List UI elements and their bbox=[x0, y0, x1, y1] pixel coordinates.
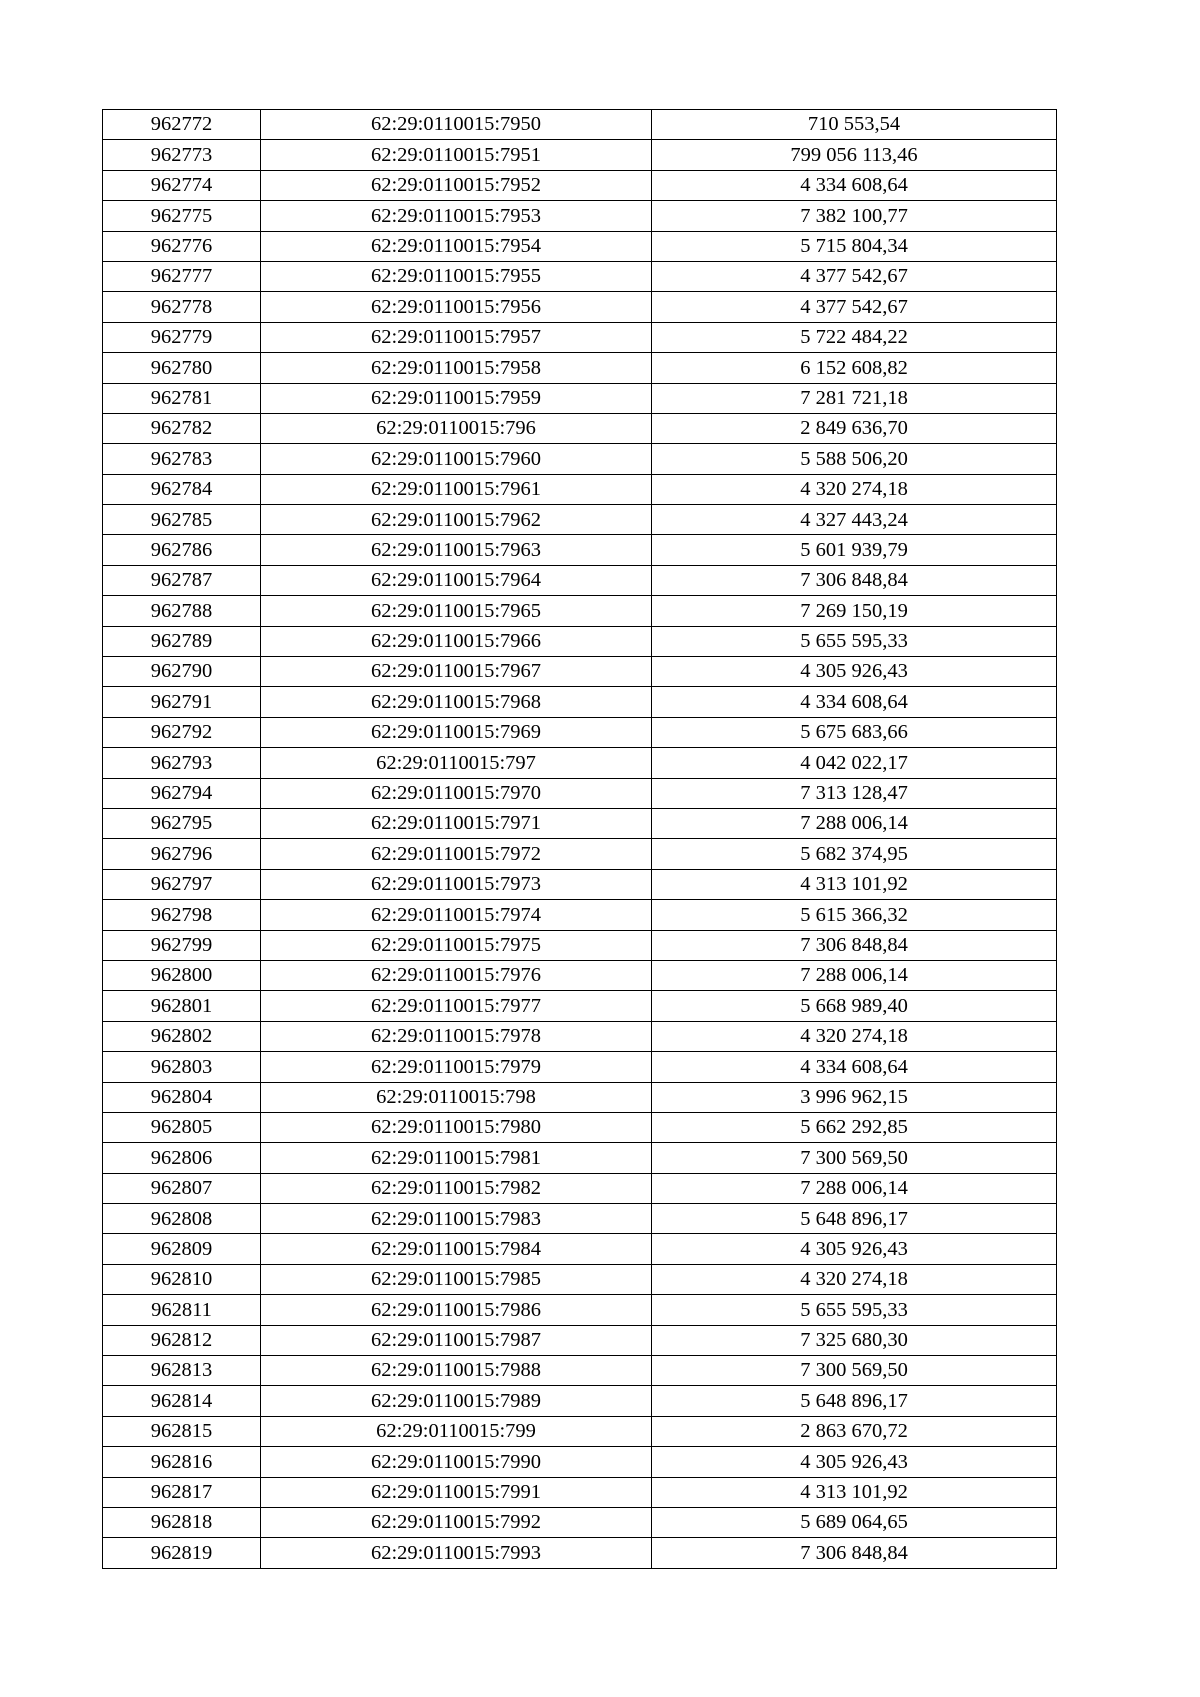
table-row bbox=[103, 535, 1057, 565]
row-number-cell: 962802 bbox=[103, 1021, 261, 1051]
cadastral-number-cell: 62:29:0110015:7977 bbox=[261, 991, 652, 1021]
cadastral-value-cell: 4 042 022,17 bbox=[652, 748, 1057, 778]
cadastral-number-cell: 62:29:0110015:7970 bbox=[261, 778, 652, 808]
row-number-cell: 962784 bbox=[103, 474, 261, 504]
row-number-cell: 962792 bbox=[103, 717, 261, 747]
row-number-cell: 962778 bbox=[103, 292, 261, 322]
row-number-cell: 962781 bbox=[103, 383, 261, 413]
row-number-cell: 962813 bbox=[103, 1356, 261, 1386]
cadastral-value-cell: 4 313 101,92 bbox=[652, 869, 1057, 899]
table-row bbox=[103, 930, 1057, 960]
cadastral-value-cell: 4 327 443,24 bbox=[652, 505, 1057, 535]
cadastral-number-cell: 62:29:0110015:797 bbox=[261, 748, 652, 778]
cadastral-value-cell: 799 056 113,46 bbox=[652, 140, 1057, 170]
table-row bbox=[103, 413, 1057, 443]
cadastral-value-cell: 4 334 608,64 bbox=[652, 1052, 1057, 1082]
table-row bbox=[103, 322, 1057, 352]
cadastral-number-cell: 62:29:0110015:7988 bbox=[261, 1356, 652, 1386]
cadastral-number-cell: 62:29:0110015:7966 bbox=[261, 626, 652, 656]
cadastral-value-cell: 2 863 670,72 bbox=[652, 1416, 1057, 1446]
table-row bbox=[103, 1325, 1057, 1355]
table-row bbox=[103, 1356, 1057, 1386]
row-number-cell: 962796 bbox=[103, 839, 261, 869]
table-row bbox=[103, 1386, 1057, 1416]
table-row bbox=[103, 474, 1057, 504]
table-row bbox=[103, 1295, 1057, 1325]
cadastral-number-cell: 62:29:0110015:7969 bbox=[261, 717, 652, 747]
table-row bbox=[103, 1112, 1057, 1142]
cadastral-number-cell: 62:29:0110015:7982 bbox=[261, 1173, 652, 1203]
cadastral-value-cell: 7 300 569,50 bbox=[652, 1356, 1057, 1386]
row-number-cell: 962819 bbox=[103, 1538, 261, 1568]
table-row bbox=[103, 1021, 1057, 1051]
cadastral-number-cell: 62:29:0110015:7968 bbox=[261, 687, 652, 717]
table-row bbox=[103, 261, 1057, 291]
cadastral-value-cell: 5 588 506,20 bbox=[652, 444, 1057, 474]
row-number-cell: 962799 bbox=[103, 930, 261, 960]
table-row bbox=[103, 110, 1057, 140]
table-row bbox=[103, 687, 1057, 717]
table-row bbox=[103, 808, 1057, 838]
cadastral-value-cell: 4 320 274,18 bbox=[652, 1264, 1057, 1294]
cadastral-number-cell: 62:29:0110015:7983 bbox=[261, 1204, 652, 1234]
row-number-cell: 962773 bbox=[103, 140, 261, 170]
row-number-cell: 962798 bbox=[103, 900, 261, 930]
row-number-cell: 962776 bbox=[103, 231, 261, 261]
cadastral-value-cell: 4 305 926,43 bbox=[652, 1234, 1057, 1264]
row-number-cell: 962775 bbox=[103, 201, 261, 231]
row-number-cell: 962790 bbox=[103, 657, 261, 687]
cadastral-number-cell: 62:29:0110015:796 bbox=[261, 413, 652, 443]
row-number-cell: 962774 bbox=[103, 170, 261, 200]
cadastral-value-cell: 5 682 374,95 bbox=[652, 839, 1057, 869]
cadastral-number-cell: 62:29:0110015:7976 bbox=[261, 960, 652, 990]
row-number-cell: 962818 bbox=[103, 1507, 261, 1537]
cadastral-value-cell: 5 715 804,34 bbox=[652, 231, 1057, 261]
cadastral-number-cell: 62:29:0110015:7974 bbox=[261, 900, 652, 930]
cadastral-value-cell: 4 377 542,67 bbox=[652, 292, 1057, 322]
cadastral-value-cell: 4 320 274,18 bbox=[652, 1021, 1057, 1051]
table-row bbox=[103, 505, 1057, 535]
table-row bbox=[103, 383, 1057, 413]
cadastral-value-cell: 7 300 569,50 bbox=[652, 1143, 1057, 1173]
cadastral-number-cell: 62:29:0110015:7957 bbox=[261, 322, 652, 352]
cadastral-number-cell: 62:29:0110015:7990 bbox=[261, 1447, 652, 1477]
table-row bbox=[103, 1234, 1057, 1264]
table-row bbox=[103, 231, 1057, 261]
row-number-cell: 962808 bbox=[103, 1204, 261, 1234]
cadastral-value-cell: 4 313 101,92 bbox=[652, 1477, 1057, 1507]
cadastral-number-cell: 62:29:0110015:7959 bbox=[261, 383, 652, 413]
cadastral-value-cell: 4 334 608,64 bbox=[652, 687, 1057, 717]
cadastral-value-cell: 7 269 150,19 bbox=[652, 596, 1057, 626]
row-number-cell: 962772 bbox=[103, 110, 261, 140]
cadastral-value-cell: 5 648 896,17 bbox=[652, 1386, 1057, 1416]
cadastral-value-cell: 6 152 608,82 bbox=[652, 353, 1057, 383]
row-number-cell: 962777 bbox=[103, 261, 261, 291]
row-number-cell: 962801 bbox=[103, 991, 261, 1021]
cadastral-value-cell: 7 281 721,18 bbox=[652, 383, 1057, 413]
table-row bbox=[103, 444, 1057, 474]
row-number-cell: 962782 bbox=[103, 413, 261, 443]
cadastral-number-cell: 62:29:0110015:7972 bbox=[261, 839, 652, 869]
cadastral-number-cell: 62:29:0110015:7978 bbox=[261, 1021, 652, 1051]
cadastral-value-cell: 7 306 848,84 bbox=[652, 1538, 1057, 1568]
cadastral-number-cell: 62:29:0110015:7961 bbox=[261, 474, 652, 504]
table-row bbox=[103, 292, 1057, 322]
cadastral-value-cell: 4 305 926,43 bbox=[652, 1447, 1057, 1477]
cadastral-number-cell: 62:29:0110015:7984 bbox=[261, 1234, 652, 1264]
cadastral-value-cell: 710 553,54 bbox=[652, 110, 1057, 140]
cadastral-number-cell: 62:29:0110015:7954 bbox=[261, 231, 652, 261]
row-number-cell: 962803 bbox=[103, 1052, 261, 1082]
row-number-cell: 962793 bbox=[103, 748, 261, 778]
row-number-cell: 962789 bbox=[103, 626, 261, 656]
cadastral-number-cell: 62:29:0110015:7971 bbox=[261, 808, 652, 838]
table-row bbox=[103, 1447, 1057, 1477]
cadastral-number-cell: 62:29:0110015:7962 bbox=[261, 505, 652, 535]
cadastral-value-cell: 5 689 064,65 bbox=[652, 1507, 1057, 1537]
row-number-cell: 962814 bbox=[103, 1386, 261, 1416]
row-number-cell: 962788 bbox=[103, 596, 261, 626]
table-row bbox=[103, 900, 1057, 930]
table-row bbox=[103, 1538, 1057, 1568]
table-row bbox=[103, 717, 1057, 747]
table-row bbox=[103, 201, 1057, 231]
table-body bbox=[103, 110, 1057, 1569]
cadastral-number-cell: 62:29:0110015:7956 bbox=[261, 292, 652, 322]
cadastral-number-cell: 62:29:0110015:7987 bbox=[261, 1325, 652, 1355]
row-number-cell: 962810 bbox=[103, 1264, 261, 1294]
cadastral-value-cell: 5 655 595,33 bbox=[652, 1295, 1057, 1325]
cadastral-number-cell: 62:29:0110015:7975 bbox=[261, 930, 652, 960]
row-number-cell: 962786 bbox=[103, 535, 261, 565]
cadastral-value-cell: 7 288 006,14 bbox=[652, 808, 1057, 838]
cadastral-value-cell: 5 655 595,33 bbox=[652, 626, 1057, 656]
cadastral-value-cell: 2 849 636,70 bbox=[652, 413, 1057, 443]
row-number-cell: 962785 bbox=[103, 505, 261, 535]
cadastral-number-cell: 62:29:0110015:7958 bbox=[261, 353, 652, 383]
table-row bbox=[103, 869, 1057, 899]
cadastral-number-cell: 62:29:0110015:7953 bbox=[261, 201, 652, 231]
table-row bbox=[103, 1143, 1057, 1173]
row-number-cell: 962795 bbox=[103, 808, 261, 838]
table-row bbox=[103, 353, 1057, 383]
cadastral-number-cell: 62:29:0110015:7952 bbox=[261, 170, 652, 200]
cadastral-number-cell: 62:29:0110015:799 bbox=[261, 1416, 652, 1446]
table-row bbox=[103, 778, 1057, 808]
cadastral-value-cell: 4 334 608,64 bbox=[652, 170, 1057, 200]
table-row bbox=[103, 960, 1057, 990]
row-number-cell: 962791 bbox=[103, 687, 261, 717]
row-number-cell: 962811 bbox=[103, 1295, 261, 1325]
table-row bbox=[103, 1477, 1057, 1507]
cadastral-number-cell: 62:29:0110015:7951 bbox=[261, 140, 652, 170]
cadastral-value-cell: 5 615 366,32 bbox=[652, 900, 1057, 930]
table-row bbox=[103, 1416, 1057, 1446]
row-number-cell: 962806 bbox=[103, 1143, 261, 1173]
cadastral-value-cell: 5 648 896,17 bbox=[652, 1204, 1057, 1234]
cadastral-number-cell: 62:29:0110015:7979 bbox=[261, 1052, 652, 1082]
cadastral-number-cell: 62:29:0110015:7955 bbox=[261, 261, 652, 291]
cadastral-value-cell: 7 288 006,14 bbox=[652, 960, 1057, 990]
row-number-cell: 962815 bbox=[103, 1416, 261, 1446]
table-row bbox=[103, 140, 1057, 170]
cadastral-number-cell: 62:29:0110015:7986 bbox=[261, 1295, 652, 1325]
cadastral-value-cell: 7 288 006,14 bbox=[652, 1173, 1057, 1203]
row-number-cell: 962804 bbox=[103, 1082, 261, 1112]
cadastral-value-cell: 5 668 989,40 bbox=[652, 991, 1057, 1021]
cadastral-number-cell: 62:29:0110015:7963 bbox=[261, 535, 652, 565]
cadastral-value-cell: 7 306 848,84 bbox=[652, 930, 1057, 960]
cadastral-value-cell: 7 313 128,47 bbox=[652, 778, 1057, 808]
cadastral-number-cell: 62:29:0110015:7992 bbox=[261, 1507, 652, 1537]
row-number-cell: 962797 bbox=[103, 869, 261, 899]
table-row bbox=[103, 1264, 1057, 1294]
table-row bbox=[103, 1173, 1057, 1203]
cadastral-value-cell: 5 662 292,85 bbox=[652, 1112, 1057, 1142]
table-row bbox=[103, 565, 1057, 595]
cadastral-value-cell: 7 306 848,84 bbox=[652, 565, 1057, 595]
row-number-cell: 962794 bbox=[103, 778, 261, 808]
cadastral-value-cell: 5 722 484,22 bbox=[652, 322, 1057, 352]
row-number-cell: 962805 bbox=[103, 1112, 261, 1142]
table-row bbox=[103, 748, 1057, 778]
cadastral-number-cell: 62:29:0110015:7964 bbox=[261, 565, 652, 595]
cadastral-number-cell: 62:29:0110015:7967 bbox=[261, 657, 652, 687]
cadastral-number-cell: 62:29:0110015:7989 bbox=[261, 1386, 652, 1416]
cadastral-number-cell: 62:29:0110015:7981 bbox=[261, 1143, 652, 1173]
cadastral-value-cell: 4 320 274,18 bbox=[652, 474, 1057, 504]
cadastral-value-cell: 4 305 926,43 bbox=[652, 657, 1057, 687]
row-number-cell: 962812 bbox=[103, 1325, 261, 1355]
cadastral-value-cell: 3 996 962,15 bbox=[652, 1082, 1057, 1112]
table-row bbox=[103, 1052, 1057, 1082]
cadastral-value-cell: 7 382 100,77 bbox=[652, 201, 1057, 231]
table-row bbox=[103, 1507, 1057, 1537]
row-number-cell: 962809 bbox=[103, 1234, 261, 1264]
row-number-cell: 962783 bbox=[103, 444, 261, 474]
cadastral-number-cell: 62:29:0110015:7973 bbox=[261, 869, 652, 899]
cadastral-value-table bbox=[102, 109, 1057, 1569]
cadastral-number-cell: 62:29:0110015:7965 bbox=[261, 596, 652, 626]
cadastral-value-cell: 4 377 542,67 bbox=[652, 261, 1057, 291]
row-number-cell: 962779 bbox=[103, 322, 261, 352]
row-number-cell: 962787 bbox=[103, 565, 261, 595]
row-number-cell: 962807 bbox=[103, 1173, 261, 1203]
cadastral-number-cell: 62:29:0110015:7993 bbox=[261, 1538, 652, 1568]
table-row bbox=[103, 1204, 1057, 1234]
row-number-cell: 962817 bbox=[103, 1477, 261, 1507]
table-row bbox=[103, 596, 1057, 626]
row-number-cell: 962800 bbox=[103, 960, 261, 990]
cadastral-value-cell: 7 325 680,30 bbox=[652, 1325, 1057, 1355]
cadastral-number-cell: 62:29:0110015:7950 bbox=[261, 110, 652, 140]
row-number-cell: 962780 bbox=[103, 353, 261, 383]
cadastral-value-cell: 5 601 939,79 bbox=[652, 535, 1057, 565]
row-number-cell: 962816 bbox=[103, 1447, 261, 1477]
table-row bbox=[103, 626, 1057, 656]
cadastral-number-cell: 62:29:0110015:7991 bbox=[261, 1477, 652, 1507]
table-row bbox=[103, 657, 1057, 687]
table-row bbox=[103, 839, 1057, 869]
cadastral-number-cell: 62:29:0110015:7980 bbox=[261, 1112, 652, 1142]
cadastral-number-cell: 62:29:0110015:7960 bbox=[261, 444, 652, 474]
cadastral-number-cell: 62:29:0110015:798 bbox=[261, 1082, 652, 1112]
cadastral-number-cell: 62:29:0110015:7985 bbox=[261, 1264, 652, 1294]
table-row bbox=[103, 991, 1057, 1021]
table-row bbox=[103, 1082, 1057, 1112]
cadastral-value-cell: 5 675 683,66 bbox=[652, 717, 1057, 747]
table-row bbox=[103, 170, 1057, 200]
